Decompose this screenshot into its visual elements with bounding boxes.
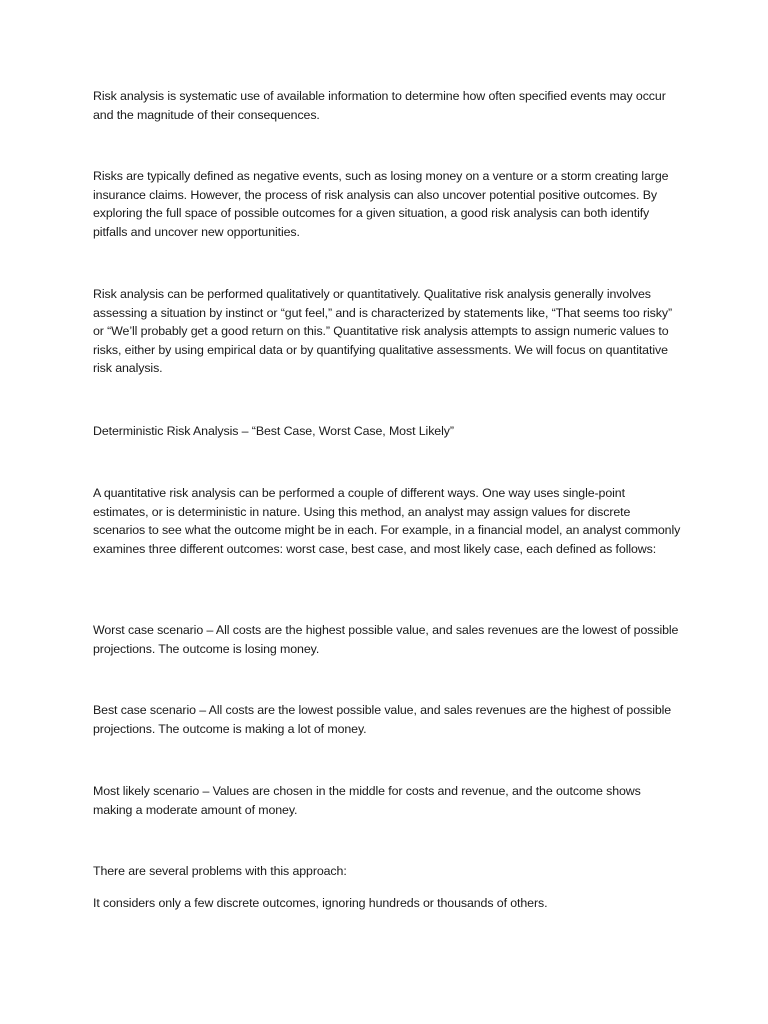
paragraph-most-likely: Most likely scenario – Values are chosen in the middle for costs and revenue, and the outcome shows making a moderate amount of money. <box>93 784 641 817</box>
paragraph-problems-intro: There are several problems with this approach: <box>93 864 347 878</box>
paragraph-single-point: A quantitative risk analysis can be performed a couple of different ways. One way uses single-point estimates, or is deterministic in nature. Using this method, an analyst may assign values for discrete scenarios to see what the outcome might be in each. For example, in a financial model, an analyst commonly examines three different outcomes: worst case, best case, and most likely case, each defined as follows: <box>93 486 681 556</box>
paragraph-best-case: Best case scenario – All costs are the lowest possible value, and sales revenues are the highest of possible projections. The outcome is making a lot of money. <box>93 703 672 736</box>
paragraph-definition: Risk analysis is systematic use of available information to determine how often specified events may occur and the magnitude of their consequences. <box>93 89 666 122</box>
paragraph-qualitative-quantitative: Risk analysis can be performed qualitatively or quantitatively. Qualitative risk analysis generally involves assessing a situation by instinct or “gut feel,” and is characterized by statements like, “That seems too risky” or “We’ll probably get a good return on this.” Quantitative risk analysis attempts to assign numeric values to risks, either by using empirical data or by quantifying qualitative assessments. We will focus on quantitative risk analysis. <box>93 287 672 376</box>
paragraph-discrete-outcomes: It considers only a few discrete outcomes, ignoring hundreds or thousands of others. <box>93 896 548 910</box>
section-heading-deterministic: Deterministic Risk Analysis – “Best Case, Worst Case, Most Likely” <box>93 424 454 438</box>
paragraph-risk-events: Risks are typically defined as negative events, such as losing money on a venture or a storm creating large insurance claims. However, the process of risk analysis can also uncover potential positive outcomes. By exploring the full space of possible outcomes for a given situation, a good risk analysis can both identify pitfalls and uncover new opportunities. <box>93 169 669 239</box>
paragraph-worst-case: Worst case scenario – All costs are the highest possible value, and sales revenues are the lowest of possible projections. The outcome is losing money. <box>93 623 679 656</box>
